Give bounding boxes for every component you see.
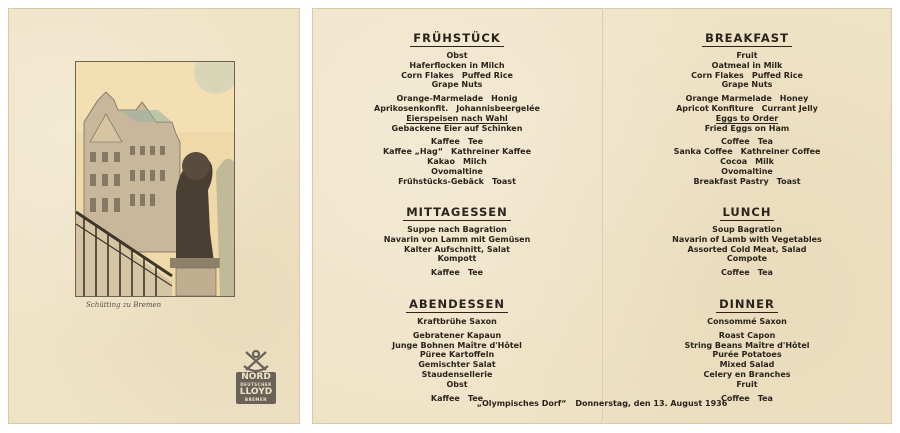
section-title: DINNER — [716, 297, 778, 313]
menu-subheading-row — [312, 114, 602, 124]
section-title: FRÜHSTÜCK — [410, 31, 504, 47]
menu-item-pair — [602, 71, 892, 81]
english-column — [602, 8, 892, 424]
menu-item: Staudensellerie — [421, 369, 493, 379]
menu-item: Haferflocken in Milch — [409, 60, 505, 70]
menu-item: Oatmeal in Milk — [711, 60, 783, 70]
menu-item: Milch — [462, 156, 487, 166]
menu-item: Kaffee „Hag“ — [382, 147, 444, 157]
menu-item: Gemischter Salat — [418, 360, 496, 370]
menu-footer — [312, 399, 892, 408]
menu-item-pair — [312, 268, 602, 278]
logo-text-deutscher: DEUTSCHER — [240, 382, 272, 387]
menu-item: Orange-Marmelade — [396, 94, 484, 104]
menu-item: Tea — [757, 393, 773, 403]
menu-item: Fruit — [736, 51, 758, 60]
menu-item: Grape Nuts — [721, 80, 773, 90]
menu-cover — [8, 8, 300, 424]
menu-item: Corn Flakes — [691, 70, 744, 80]
menu-item-pair — [312, 147, 602, 157]
menu-item-pair — [312, 137, 602, 147]
cover-illustration — [75, 61, 235, 297]
section-title: BREAKFAST — [702, 31, 792, 47]
menu-item: String Beans Maître d'Hôtel — [684, 340, 810, 350]
menu-item: Navarin von Lamm mit Gemüsen — [383, 234, 531, 244]
menu-item: Coffee — [721, 393, 750, 403]
menu-item: Apricot Konfiture — [676, 103, 754, 113]
menu-item: Tea — [757, 137, 773, 147]
menu-item: Celery en Branches — [703, 369, 791, 379]
schuetting-building-illustration — [76, 62, 234, 296]
menu-item: Honig — [491, 94, 518, 104]
menu-item: Püree Kartoffeln — [419, 350, 495, 360]
menu-item: Junge Bohnen Maître d'Hôtel — [392, 340, 522, 350]
menu-item: Toast — [776, 176, 801, 186]
menu-item-pair — [602, 94, 892, 104]
menu-item: Grape Nuts — [431, 80, 483, 90]
menu-item: Ovomaltine — [721, 166, 773, 176]
menu-item: Coffee — [721, 137, 750, 147]
menu-item: Orange Marmelade — [685, 94, 772, 104]
menu-item: Fruit — [736, 379, 758, 389]
menu-item-pair — [602, 137, 892, 147]
menu-item: Kaffee — [430, 393, 460, 403]
menu-item: Tea — [757, 268, 773, 278]
menu-item: Currant Jelly — [761, 103, 818, 113]
menu-item: Assorted Cold Meat, Salad — [687, 244, 807, 254]
menu-item: Kathreiner Coffee — [740, 147, 821, 157]
menu-item: Milk — [755, 156, 774, 166]
menu-item: Kalter Aufschnitt, Salat — [404, 244, 510, 254]
menu-spread — [312, 8, 892, 424]
menu-item: Kraftbrühe Saxon — [417, 317, 497, 326]
menu-item: Obst — [446, 51, 468, 60]
menu-item: Kompott — [437, 254, 477, 264]
menu-item-pair — [602, 268, 892, 278]
menu-item-pair — [602, 104, 892, 114]
norddeutscher-lloyd-logo — [232, 348, 280, 408]
footer-date: Donnerstag, den 13. August 1936 — [575, 399, 728, 408]
menu-item: Roast Capon — [718, 330, 776, 340]
menu-item: Honey — [779, 94, 809, 104]
menu-item: Corn Flakes — [401, 70, 454, 80]
section-title: MITTAGESSEN — [403, 205, 511, 221]
illustration-caption: Schütting zu Bremen — [86, 301, 162, 309]
menu-subheading: Eggs to Order — [715, 113, 779, 123]
menu-item: Kathreiner Kaffee — [451, 147, 532, 157]
menu-item: Frühstücks-Gebäck — [398, 176, 485, 186]
menu-item: Purée Potatoes — [712, 350, 782, 360]
german-lunch-section — [312, 201, 602, 278]
logo-text-nord: NORD — [241, 372, 271, 382]
menu-item: Mixed Salad — [719, 360, 775, 370]
menu-item: Kaffee — [430, 137, 460, 147]
menu-item: Puffed Rice — [751, 70, 803, 80]
menu-item: Compote — [726, 254, 768, 264]
menu-item-pair — [312, 157, 602, 167]
menu-item: Kaffee — [430, 268, 460, 278]
menu-item: Toast — [492, 176, 516, 186]
english-dinner-section — [602, 293, 892, 403]
menu-item: Breakfast Pastry — [693, 176, 769, 186]
menu-item: Navarin of Lamb with Vegetables — [672, 234, 822, 244]
menu-item: Gebackene Eier auf Schinken — [391, 123, 523, 133]
english-lunch-section — [602, 201, 892, 278]
menu-item-pair — [312, 104, 602, 114]
english-breakfast-section — [602, 27, 892, 186]
menu-item-pair — [312, 71, 602, 81]
menu-item: Coffee — [721, 268, 750, 278]
german-column — [312, 8, 602, 424]
menu-item: Suppe nach Bagration — [407, 225, 507, 234]
menu-item: Tee — [467, 137, 484, 147]
menu-item: Obst — [446, 379, 468, 389]
menu-item-pair — [602, 147, 892, 157]
menu-item: Tee — [467, 393, 484, 403]
menu-item: Ovomaltine — [431, 166, 483, 176]
menu-item: Johannisbeergelée — [456, 103, 540, 113]
menu-item: Kakao — [427, 156, 455, 166]
menu-item: Aprikosenkonfit. — [374, 103, 449, 113]
menu-subheading-row — [602, 114, 892, 124]
menu-item-pair — [602, 157, 892, 167]
german-breakfast-section — [312, 27, 602, 186]
menu-item-pair — [602, 177, 892, 187]
menu-item: Gebratener Kapaun — [412, 330, 502, 340]
menu-item: Tee — [467, 268, 484, 278]
menu-item: Consommé Saxon — [707, 317, 787, 326]
menu-item: Fried Eggs on Ham — [704, 123, 790, 133]
menu-item: Sanka Coffee — [673, 147, 733, 157]
menu-item: Puffed Rice — [461, 70, 513, 80]
menu-item-pair — [312, 94, 602, 104]
menu-item: Cocoa — [720, 156, 748, 166]
german-dinner-section — [312, 293, 602, 403]
logo-text-bremen: BREMEN — [245, 397, 267, 402]
menu-item: Soup Bagration — [712, 225, 782, 234]
section-title: ABENDESSEN — [406, 297, 508, 313]
menu-subheading: Eierspeisen nach Wahl — [406, 113, 508, 123]
logo-text-lloyd: LLOYD — [239, 387, 273, 397]
menu-item-pair — [312, 177, 602, 187]
section-title: LUNCH — [720, 205, 775, 221]
footer-location: „Olympisches Dorf“ — [476, 399, 567, 408]
